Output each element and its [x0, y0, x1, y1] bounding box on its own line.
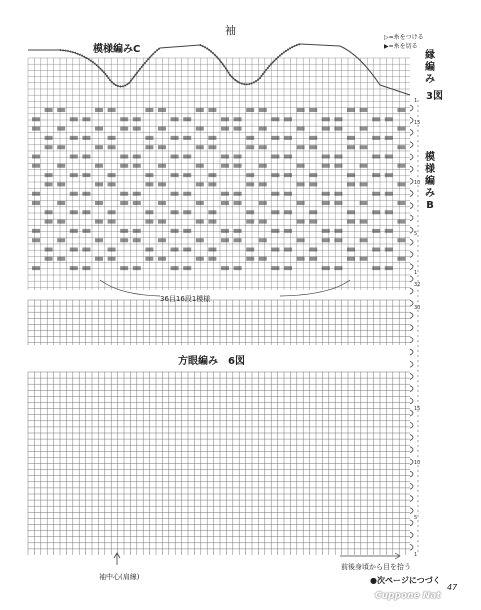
row-number: 30	[414, 305, 421, 311]
edge-char: み	[425, 74, 435, 85]
repeat-brace	[100, 280, 350, 296]
row-number: 1	[414, 270, 418, 276]
pattern-c-label: 模様編みC	[93, 44, 141, 55]
transition-grid	[28, 300, 410, 345]
row-number: 1	[414, 98, 418, 104]
page-number: 47	[447, 583, 458, 592]
pattern-b-char: B	[426, 200, 434, 211]
turning-chains	[410, 105, 413, 550]
page-title: 袖	[225, 24, 236, 37]
pattern-b-label-vertical	[424, 152, 436, 212]
row-number: 1	[414, 552, 418, 558]
pattern-b-char: み	[425, 188, 435, 199]
next-page-note: ●次ページにつづく	[370, 576, 441, 585]
pattern-b-char: 編	[425, 176, 435, 187]
pattern-b-char: 様	[425, 164, 435, 175]
sleeve-center-label: 袖中心(肩線)	[99, 573, 140, 581]
repeat-label: 36目16段1模様	[160, 295, 211, 303]
scallop-edge	[28, 44, 410, 95]
edge-char: 縁	[425, 50, 435, 61]
edge-char: 編	[425, 62, 435, 73]
row-number: 10	[414, 180, 421, 186]
watermark-logo: Cuppone Nat	[375, 591, 441, 601]
row-number: 15	[414, 120, 421, 126]
legend-cut-yarn	[384, 41, 418, 50]
legend-text: =糸をつける	[388, 34, 424, 41]
pickup-arrow	[340, 553, 400, 559]
hoganme-grid	[28, 372, 410, 555]
row-number: 15	[414, 406, 421, 412]
legend-attach-yarn	[384, 32, 424, 41]
pickup-label: 前後身頃から目を拾う	[341, 563, 411, 571]
pattern-b-char: 模	[425, 152, 435, 163]
triangle-open-icon: ▷	[384, 34, 389, 41]
edge-figure-label: 3図	[426, 91, 443, 102]
arrow-up-icon	[114, 553, 120, 565]
row-number: 5	[414, 231, 418, 237]
triangle-filled-icon: ▶	[384, 43, 389, 50]
edge-label-vertical	[424, 50, 436, 86]
legend-text: =糸を切る	[388, 43, 418, 50]
row-number: 5	[414, 515, 418, 521]
row-number: 32	[414, 282, 421, 288]
row-number: 10	[414, 460, 421, 466]
hoganme-label: 方眼編み 6図	[178, 356, 245, 367]
